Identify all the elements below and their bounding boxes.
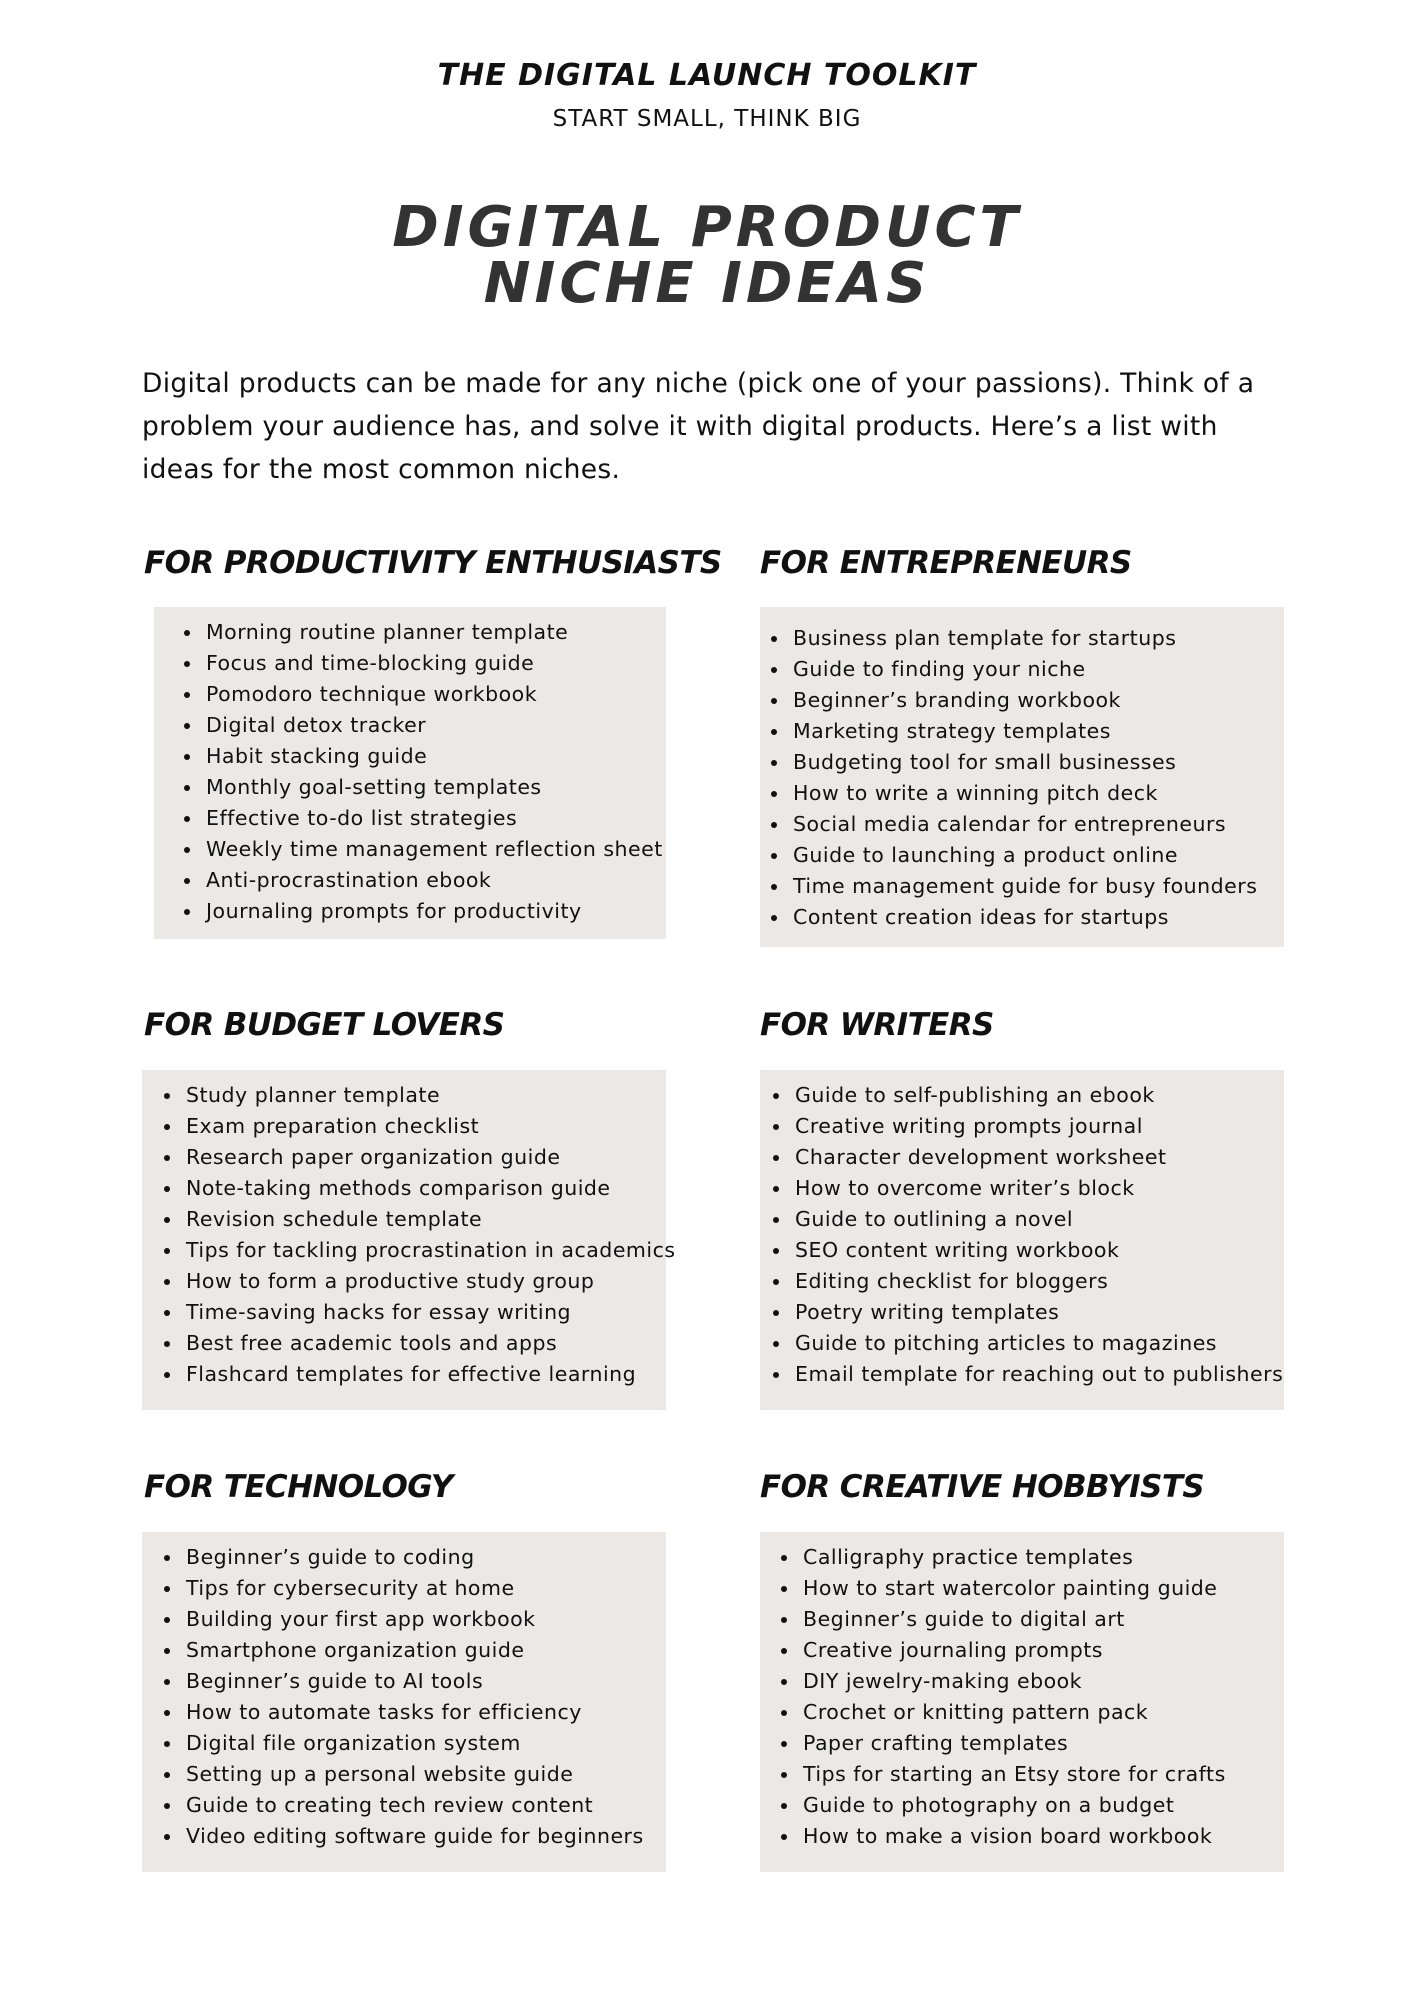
section-box-entrepreneurs (760, 607, 1284, 947)
list-item: Note-taking methods comparison guide (164, 1173, 666, 1204)
list-item: Time-saving hacks for essay writing (164, 1297, 666, 1328)
list-item: Guide to launching a product online (771, 840, 1284, 871)
list-item: Guide to photography on a budget (781, 1790, 1284, 1821)
list-item: Character development worksheet (773, 1142, 1284, 1173)
list-item: How to automate tasks for efficiency (164, 1697, 666, 1728)
list-item: Beginner’s branding workbook (771, 685, 1284, 716)
list-item: Email template for reaching out to publishers (773, 1359, 1284, 1390)
list-item: Smartphone organization guide (164, 1635, 666, 1666)
list-item: Study planner template (164, 1080, 666, 1111)
list-item: Editing checklist for bloggers (773, 1266, 1284, 1297)
list-item: Tips for starting an Etsy store for crafts (781, 1759, 1284, 1790)
section-box-productivity (154, 607, 666, 939)
page-title (0, 195, 1414, 316)
section-title-creative-hobbyists: FOR CREATIVE HOBBYISTS (760, 1469, 1205, 1505)
list-item: Paper crafting templates (781, 1728, 1284, 1759)
list-item: Poetry writing templates (773, 1297, 1284, 1328)
list-item: Marketing strategy templates (771, 716, 1284, 747)
list-item: Effective to-do list strategies (184, 803, 666, 834)
idea-list-technology (164, 1542, 666, 1852)
list-item: Creative journaling prompts (781, 1635, 1284, 1666)
list-item: How to start watercolor painting guide (781, 1573, 1284, 1604)
section-title-entrepreneurs: FOR ENTREPRENEURS (760, 545, 1132, 581)
list-item: How to form a productive study group (164, 1266, 666, 1297)
tagline: START SMALL, THINK BIG (552, 106, 862, 132)
list-item: Budgeting tool for small businesses (771, 747, 1284, 778)
idea-list-writers (773, 1080, 1284, 1390)
list-item: Time management guide for busy founders (771, 871, 1284, 902)
list-item: Guide to self-publishing an ebook (773, 1080, 1284, 1111)
list-item: Anti-procrastination ebook (184, 865, 666, 896)
list-item: Journaling prompts for productivity (184, 896, 666, 927)
list-item: How to make a vision board workbook (781, 1821, 1284, 1852)
list-item: Calligraphy practice templates (781, 1542, 1284, 1573)
list-item: Digital detox tracker (184, 710, 666, 741)
list-item: Video editing software guide for beginners (164, 1821, 666, 1852)
section-box-budget-lovers (142, 1070, 676, 1410)
list-item: Flashcard templates for effective learning (164, 1359, 666, 1390)
list-item: How to write a winning pitch deck (771, 778, 1284, 809)
page-title-line-2: NICHE IDEAS (483, 251, 931, 316)
section-box-technology (142, 1532, 666, 1872)
list-item: Weekly time management reflection sheet (184, 834, 666, 865)
idea-list-productivity (184, 617, 666, 927)
section-box-creative-hobbyists (760, 1532, 1284, 1872)
idea-list-creative-hobbyists (781, 1542, 1284, 1852)
list-item: Monthly goal-setting templates (184, 772, 666, 803)
section-title-productivity: FOR PRODUCTIVITY ENTHUSIASTS (144, 545, 722, 581)
list-item: Exam preparation checklist (164, 1111, 666, 1142)
list-item: Guide to creating tech review content (164, 1790, 666, 1821)
list-item: Business plan template for startups (771, 623, 1284, 654)
list-item: Content creation ideas for startups (771, 902, 1284, 933)
list-item: Building your first app workbook (164, 1604, 666, 1635)
list-item: Guide to pitching articles to magazines (773, 1328, 1284, 1359)
section-title-budget-lovers: FOR BUDGET LOVERS (144, 1007, 505, 1043)
list-item: Social media calendar for entrepreneurs (771, 809, 1284, 840)
brand-title: THE DIGITAL LAUNCH TOOLKIT (437, 58, 977, 93)
list-item: Creative writing prompts journal (773, 1111, 1284, 1142)
list-item: Habit stacking guide (184, 741, 666, 772)
intro-paragraph: Digital products can be made for any niche (pick one of your passions). Think of a problem your audience has, and solve it with digital products. Here’s a list with ideas for the most common niches. (142, 368, 1255, 485)
list-item: Best free academic tools and apps (164, 1328, 666, 1359)
section-title-writers: FOR WRITERS (760, 1007, 994, 1043)
list-item: Guide to finding your niche (771, 654, 1284, 685)
idea-list-entrepreneurs (771, 623, 1284, 933)
section-box-writers (760, 1070, 1284, 1410)
list-item: Morning routine planner template (184, 617, 666, 648)
list-item: Research paper organization guide (164, 1142, 666, 1173)
list-item: DIY jewelry-making ebook (781, 1666, 1284, 1697)
list-item: Digital file organization system (164, 1728, 666, 1759)
list-item: How to overcome writer’s block (773, 1173, 1284, 1204)
list-item: Beginner’s guide to AI tools (164, 1666, 666, 1697)
list-item: Crochet or knitting pattern pack (781, 1697, 1284, 1728)
page-title-line-1: DIGITAL PRODUCT (392, 195, 1022, 260)
section-title-technology: FOR TECHNOLOGY (144, 1469, 453, 1505)
list-item: Beginner’s guide to coding (164, 1542, 666, 1573)
list-item: Revision schedule template (164, 1204, 666, 1235)
idea-list-budget-lovers (164, 1080, 676, 1390)
list-item: Pomodoro technique workbook (184, 679, 666, 710)
list-item: Focus and time-blocking guide (184, 648, 666, 679)
list-item: Tips for tackling procrastination in academics (164, 1235, 666, 1266)
list-item: Guide to outlining a novel (773, 1204, 1284, 1235)
list-item: Beginner’s guide to digital art (781, 1604, 1284, 1635)
list-item: SEO content writing workbook (773, 1235, 1284, 1266)
list-item: Setting up a personal website guide (164, 1759, 666, 1790)
list-item: Tips for cybersecurity at home (164, 1573, 666, 1604)
